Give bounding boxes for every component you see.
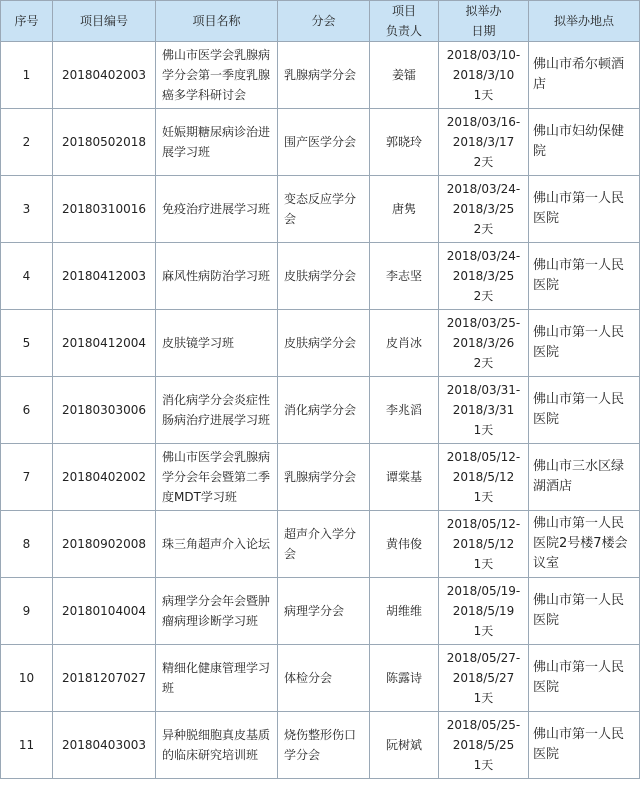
row-date [439, 712, 529, 779]
row-person: 皮肖冰 [370, 310, 439, 377]
row-branch: 变态反应学分会 [278, 176, 370, 243]
table-row [1, 310, 640, 377]
table-body [1, 42, 640, 779]
row-place: 佛山市第一人民医院 [529, 310, 640, 377]
row-date [439, 176, 529, 243]
row-date-start: 2018/03/31- [446, 383, 521, 397]
row-name: 佛山市医学会乳腺病学分会年会暨第二季度MDT学习班 [156, 444, 278, 511]
row-branch: 皮肤病学分会 [278, 243, 370, 310]
row-index: 3 [1, 176, 53, 243]
row-code: 20180310016 [53, 176, 156, 243]
row-name: 病理学分会年会暨肿瘤病理诊断学习班 [156, 578, 278, 645]
row-date-start: 2018/03/24- [446, 182, 521, 196]
row-date-start: 2018/03/24- [446, 249, 521, 263]
row-code: 20180902008 [53, 511, 156, 578]
table-row [1, 712, 640, 779]
row-place: 佛山市第一人民医院 [529, 578, 640, 645]
row-index: 9 [1, 578, 53, 645]
row-place: 佛山市希尔顿酒店 [529, 42, 640, 109]
row-code: 20180412003 [53, 243, 156, 310]
row-index: 11 [1, 712, 53, 779]
row-branch: 烧伤整形伤口学分会 [278, 712, 370, 779]
row-date-start: 2018/05/25- [446, 718, 521, 732]
row-code: 20180402003 [53, 42, 156, 109]
row-date-end: 2018/5/12 [452, 537, 515, 551]
row-place: 佛山市第一人民医院 [529, 176, 640, 243]
row-date-start: 2018/03/25- [446, 316, 521, 330]
row-person: 阮树斌 [370, 712, 439, 779]
row-date-start: 2018/03/10- [446, 48, 521, 62]
row-days: 1天 [473, 423, 494, 437]
table-row [1, 645, 640, 712]
row-name: 免疫治疗进展学习班 [156, 176, 278, 243]
row-code: 20180402002 [53, 444, 156, 511]
row-index: 1 [1, 42, 53, 109]
row-days: 2天 [473, 222, 494, 236]
row-person: 胡维维 [370, 578, 439, 645]
table-row [1, 243, 640, 310]
row-index: 4 [1, 243, 53, 310]
row-index: 2 [1, 109, 53, 176]
row-date-start: 2018/05/27- [446, 651, 521, 665]
row-date [439, 109, 529, 176]
row-days: 1天 [473, 624, 494, 638]
row-date [439, 444, 529, 511]
row-index: 5 [1, 310, 53, 377]
row-date-start: 2018/03/16- [446, 115, 521, 129]
row-branch: 超声介入学分会 [278, 511, 370, 578]
row-place: 佛山市第一人民医院 [529, 712, 640, 779]
row-person: 谭棠基 [370, 444, 439, 511]
row-person: 姜镭 [370, 42, 439, 109]
row-person: 陈露诗 [370, 645, 439, 712]
row-place: 佛山市三水区绿湖酒店 [529, 444, 640, 511]
row-days: 2天 [473, 289, 494, 303]
row-code: 20180104004 [53, 578, 156, 645]
row-code: 20181207027 [53, 645, 156, 712]
row-name: 妊娠期糖尿病诊治进展学习班 [156, 109, 278, 176]
row-index: 6 [1, 377, 53, 444]
row-index: 7 [1, 444, 53, 511]
row-name: 麻风性病防治学习班 [156, 243, 278, 310]
row-date [439, 42, 529, 109]
row-branch: 乳腺病学分会 [278, 42, 370, 109]
row-branch: 体检分会 [278, 645, 370, 712]
row-date-end: 2018/3/25 [452, 269, 515, 283]
table-row [1, 377, 640, 444]
row-date-start: 2018/05/12- [446, 517, 521, 531]
row-date-end: 2018/3/10 [452, 68, 515, 82]
row-date-end: 2018/3/31 [452, 403, 515, 417]
row-date [439, 243, 529, 310]
row-name: 皮肤镜学习班 [156, 310, 278, 377]
row-days: 2天 [473, 356, 494, 370]
row-place: 佛山市妇幼保健院 [529, 109, 640, 176]
table-row [1, 578, 640, 645]
row-branch: 消化病学分会 [278, 377, 370, 444]
row-days: 1天 [473, 691, 494, 705]
header-row [1, 1, 640, 42]
header-place: 拟举办地点 [529, 1, 640, 42]
row-branch: 乳腺病学分会 [278, 444, 370, 511]
row-place: 佛山市第一人民医院 [529, 645, 640, 712]
row-person: 李志坚 [370, 243, 439, 310]
row-date-end: 2018/5/19 [452, 604, 515, 618]
table-row [1, 42, 640, 109]
header-branch: 分会 [278, 1, 370, 42]
table-row [1, 109, 640, 176]
row-person: 唐隽 [370, 176, 439, 243]
row-place: 佛山市第一人民医院2号楼7楼会议室 [529, 511, 640, 578]
row-name: 消化病学分会炎症性肠病治疗进展学习班 [156, 377, 278, 444]
header-name: 项目名称 [156, 1, 278, 42]
row-date-end: 2018/5/12 [452, 470, 515, 484]
row-branch: 病理学分会 [278, 578, 370, 645]
row-code: 20180502018 [53, 109, 156, 176]
table-row [1, 176, 640, 243]
row-place: 佛山市第一人民医院 [529, 377, 640, 444]
row-code: 20180412004 [53, 310, 156, 377]
row-date [439, 511, 529, 578]
row-place: 佛山市第一人民医院 [529, 243, 640, 310]
row-person: 郭晓玲 [370, 109, 439, 176]
row-days: 2天 [473, 155, 494, 169]
row-date [439, 310, 529, 377]
header-code: 项目编号 [53, 1, 156, 42]
row-person: 黄伟俊 [370, 511, 439, 578]
row-name: 珠三角超声介入论坛 [156, 511, 278, 578]
row-days: 1天 [473, 490, 494, 504]
row-person: 李兆滔 [370, 377, 439, 444]
row-index: 8 [1, 511, 53, 578]
row-days: 1天 [473, 758, 494, 772]
table-row [1, 444, 640, 511]
row-date [439, 377, 529, 444]
row-date [439, 578, 529, 645]
row-branch: 皮肤病学分会 [278, 310, 370, 377]
row-date-end: 2018/3/17 [452, 135, 515, 149]
row-code: 20180403003 [53, 712, 156, 779]
row-code: 20180303006 [53, 377, 156, 444]
row-date-start: 2018/05/12- [446, 450, 521, 464]
header-date: 拟举办 日期 [439, 1, 529, 42]
row-date-end: 2018/5/25 [452, 738, 515, 752]
row-date-end: 2018/3/26 [452, 336, 515, 350]
row-date-end: 2018/5/27 [452, 671, 515, 685]
row-date-start: 2018/05/19- [446, 584, 521, 598]
header-index: 序号 [1, 1, 53, 42]
row-date-end: 2018/3/25 [452, 202, 515, 216]
table-row [1, 511, 640, 578]
row-name: 佛山市医学会乳腺病学分会第一季度乳腺癌多学科研讨会 [156, 42, 278, 109]
row-days: 1天 [473, 88, 494, 102]
row-index: 10 [1, 645, 53, 712]
row-name: 精细化健康管理学习班 [156, 645, 278, 712]
row-name: 异种脱细胞真皮基质的临床研究培训班 [156, 712, 278, 779]
row-days: 1天 [473, 557, 494, 571]
row-branch: 围产医学分会 [278, 109, 370, 176]
header-person: 项目 负责人 [370, 1, 439, 42]
row-date [439, 645, 529, 712]
